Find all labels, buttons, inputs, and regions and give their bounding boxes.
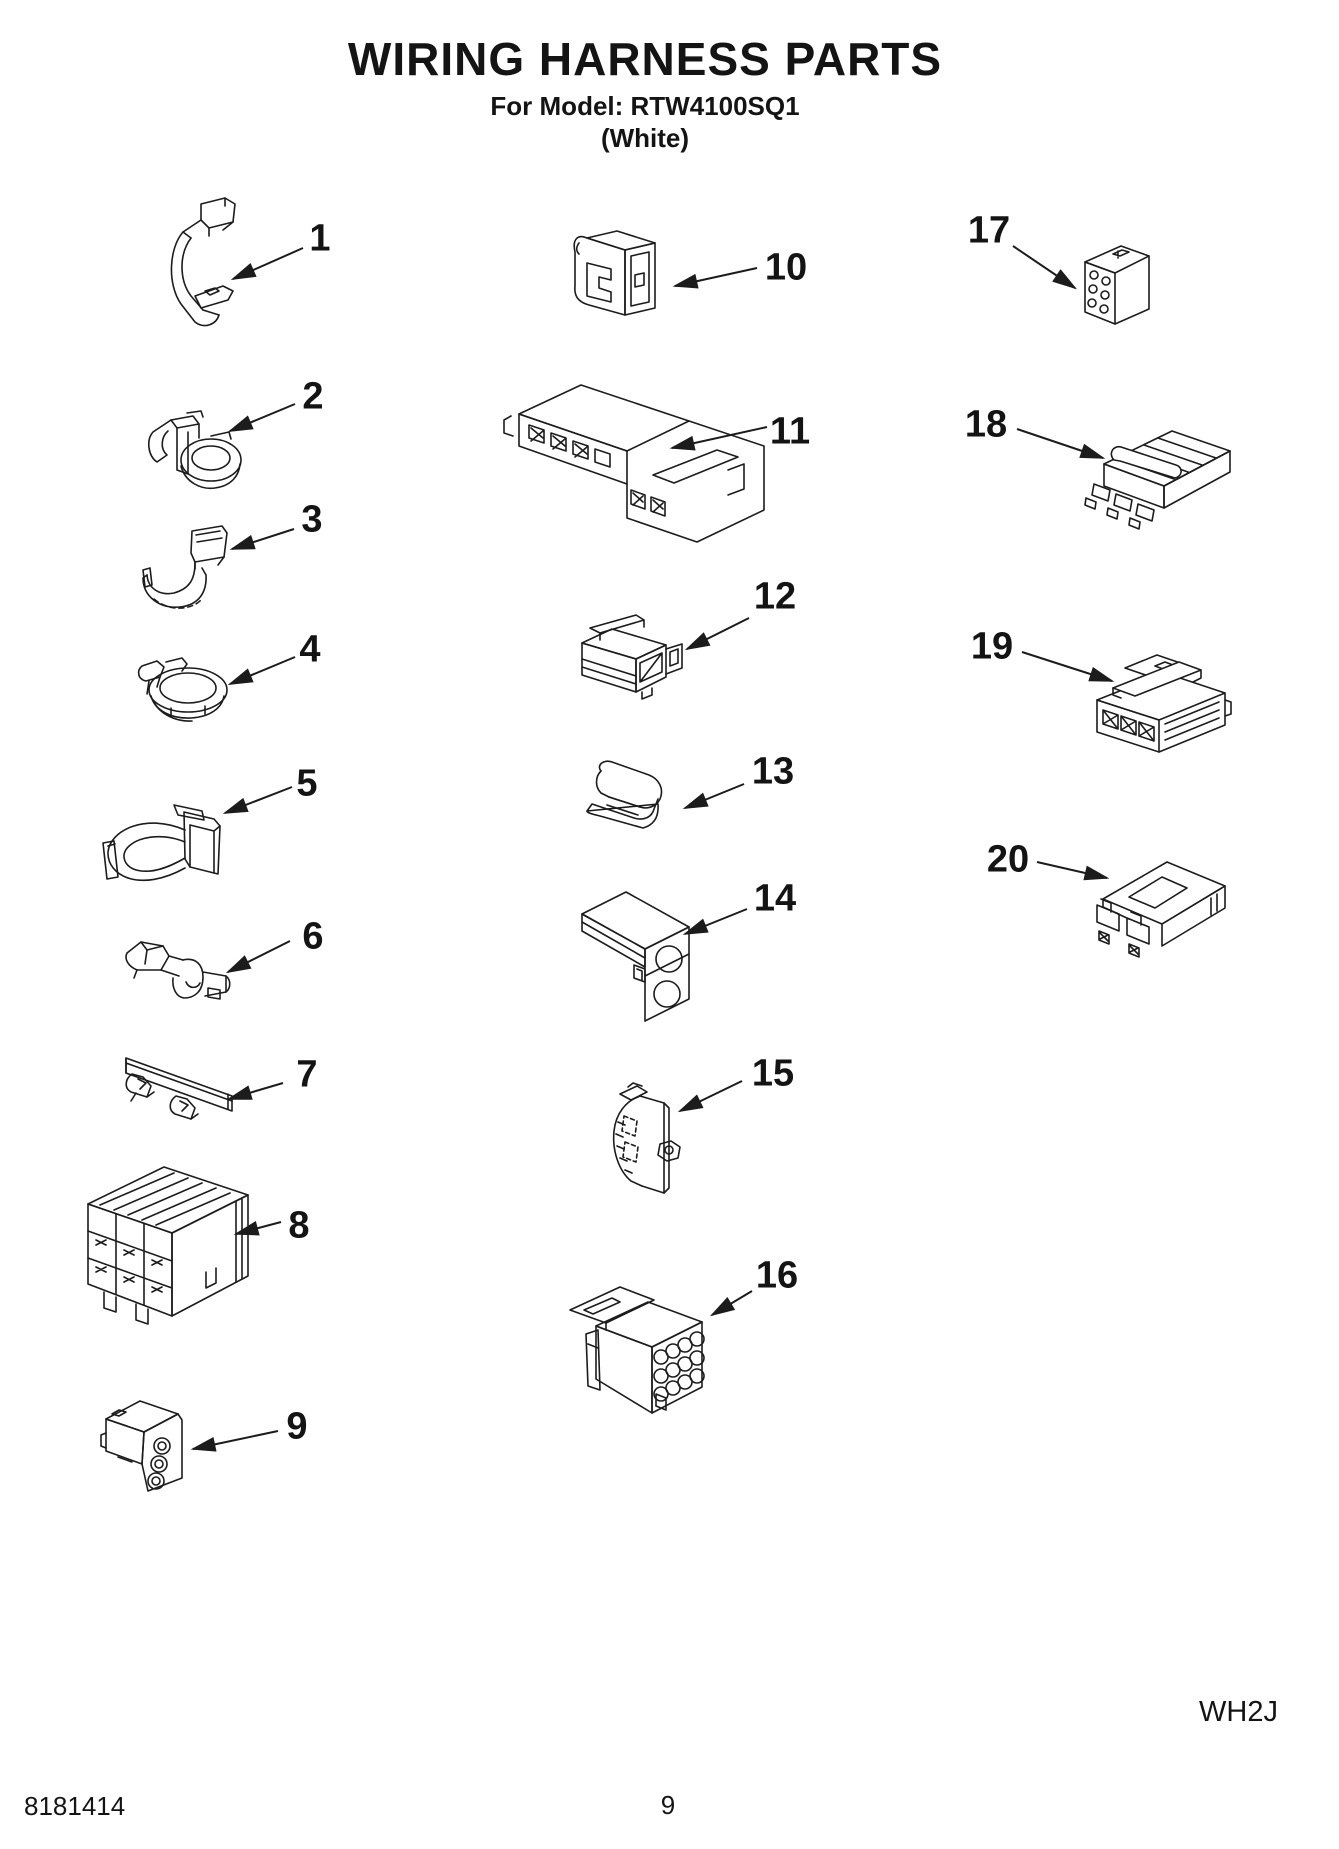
part-8-drawing bbox=[76, 1152, 256, 1334]
part-17-arrow bbox=[1013, 246, 1075, 288]
part-6-drawing bbox=[120, 936, 236, 1022]
part-16-arrow bbox=[712, 1291, 752, 1315]
part-13-label: 13 bbox=[751, 750, 795, 793]
part-10-drawing bbox=[565, 221, 661, 333]
page-number: 9 bbox=[660, 1790, 676, 1820]
finish-line: (White) bbox=[600, 123, 690, 153]
part-8-label: 8 bbox=[288, 1204, 310, 1247]
part-10-arrow bbox=[675, 268, 757, 286]
part-16-drawing bbox=[566, 1274, 710, 1420]
part-7-drawing bbox=[116, 1046, 242, 1156]
part-18-label: 18 bbox=[964, 403, 1008, 446]
page-title: WIRING HARNESS PARTS bbox=[347, 33, 943, 85]
part-9-drawing bbox=[98, 1393, 188, 1495]
part-1-drawing bbox=[165, 196, 240, 331]
part-12-drawing bbox=[576, 606, 688, 700]
part-9-label: 9 bbox=[286, 1405, 308, 1448]
document-number: 8181414 bbox=[24, 1791, 126, 1821]
part-19-label: 19 bbox=[970, 625, 1014, 668]
part-9-arrow bbox=[193, 1431, 278, 1449]
part-4-arrow bbox=[230, 657, 295, 684]
part-5-label: 5 bbox=[296, 762, 318, 805]
part-20-drawing bbox=[1089, 849, 1232, 961]
part-19-drawing bbox=[1089, 638, 1232, 756]
part-11-label: 11 bbox=[769, 410, 811, 453]
part-13-drawing bbox=[577, 758, 673, 844]
part-18-drawing bbox=[1082, 420, 1232, 536]
part-17-label: 17 bbox=[967, 209, 1011, 252]
part-14-label: 14 bbox=[753, 877, 797, 920]
part-6-label: 6 bbox=[302, 915, 324, 958]
part-1-arrow bbox=[233, 248, 303, 279]
part-12-label: 12 bbox=[753, 575, 797, 618]
part-17-drawing bbox=[1077, 236, 1155, 328]
part-15-arrow bbox=[680, 1081, 742, 1111]
part-3-arrow bbox=[232, 529, 294, 549]
model-line: For Model: RTW4100SQ1 bbox=[490, 91, 800, 121]
part-12-arrow bbox=[687, 618, 749, 649]
part-6-arrow bbox=[228, 941, 290, 972]
part-4-drawing bbox=[130, 656, 234, 730]
part-3-label: 3 bbox=[301, 498, 323, 541]
diagram-code: WH2J bbox=[1199, 1696, 1278, 1728]
part-4-label: 4 bbox=[299, 628, 321, 671]
part-1-label: 1 bbox=[309, 217, 331, 260]
part-13-arrow bbox=[685, 784, 744, 808]
part-15-drawing bbox=[606, 1082, 686, 1206]
part-11-drawing bbox=[481, 378, 769, 550]
part-10-label: 10 bbox=[764, 246, 808, 289]
part-7-label: 7 bbox=[296, 1053, 318, 1096]
part-14-drawing bbox=[572, 886, 698, 1022]
part-2-drawing bbox=[143, 410, 253, 495]
part-20-label: 20 bbox=[986, 838, 1030, 881]
part-5-arrow bbox=[225, 787, 292, 813]
part-15-label: 15 bbox=[751, 1052, 795, 1095]
part-16-label: 16 bbox=[755, 1254, 799, 1297]
part-3-drawing bbox=[140, 523, 235, 618]
part-5-drawing bbox=[100, 798, 226, 898]
part-2-label: 2 bbox=[302, 375, 324, 418]
